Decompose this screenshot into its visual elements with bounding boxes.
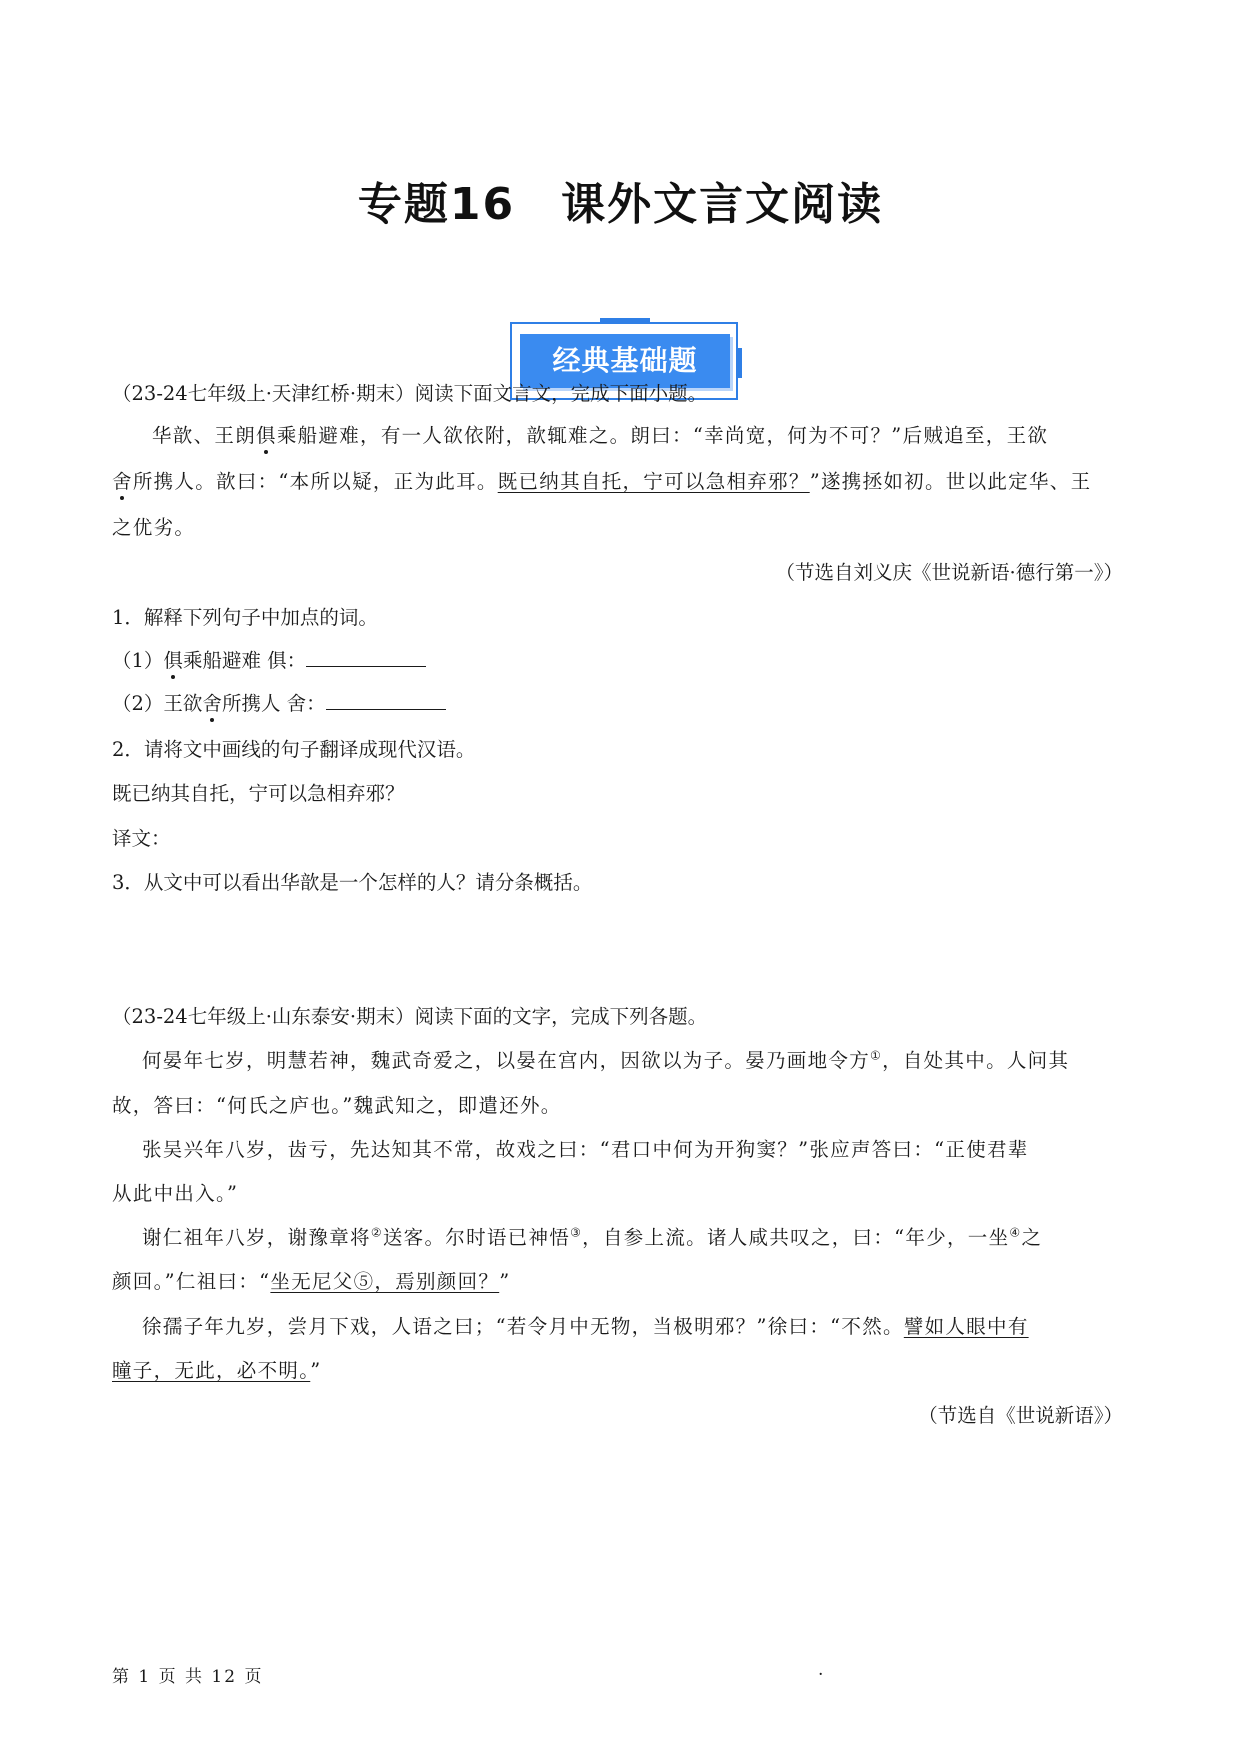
q1-heading: 1．解释下列句子中加点的词。 <box>112 606 378 629</box>
s1-intro: （23-24七年级上·天津红桥·期末）阅读下面文言文，完成下面小题。 <box>112 382 708 405</box>
answer-blank-1[interactable] <box>306 648 426 667</box>
underlined-sentence-2: 坐无尼父⑤，焉别颜回？ <box>270 1270 500 1293</box>
s1-source: （节选自刘义庆《世说新语·德行第一》） <box>775 561 1123 584</box>
q2-sentence: 既已纳其自托，宁可以急相弃邪？ <box>112 782 405 805</box>
s2-passage-line-6: 颜回。”仁祖曰：“坐无尼父⑤，焉别颜回？” <box>112 1270 511 1293</box>
s2-passage-line-8: 瞳子，无此，必不明。” <box>112 1359 322 1382</box>
answer-blank-2[interactable] <box>326 691 446 710</box>
footer-mark: . <box>818 1660 824 1680</box>
s2-passage-line-1: 何晏年七岁，明慧若神，魏武奇爱之，以晏在宫内，因欲以为子。晏乃画地令方①，自处其中。人问其 <box>142 1048 1070 1072</box>
q1-part-2: （2）王欲舍所携人 舍： <box>112 688 446 716</box>
q2-heading: 2．请将文中画线的句子翻译成现代汉语。 <box>112 738 476 761</box>
s2-passage-line-3: 张吴兴年八岁，齿亏，先达知其不常，故戏之曰：“君口中何为开狗窦？”张应声答曰：“正使君辈 <box>142 1138 1029 1161</box>
page-title: 专题16 课外文言文阅读 <box>357 179 884 230</box>
s1-passage-line-1: 华歆、王朗俱乘船避难，有一人欲依附，歆辄难之。朗曰：“幸尚宽，何为不可？”后贼追至，王欲 <box>152 424 1049 447</box>
q3-heading: 3．从文中可以看出华歆是一个怎样的人？请分条概括。 <box>112 871 593 894</box>
s2-passage-line-4: 从此中出入。” <box>112 1182 239 1205</box>
underlined-sentence: 既已纳其自托，宁可以急相弃邪？ <box>497 470 810 493</box>
q2-translation-label: 译文： <box>112 827 171 850</box>
underlined-sentence-3b: 瞳子，无此，必不明。 <box>112 1359 311 1382</box>
s2-passage-line-7: 徐孺子年九岁，尝月下戏，人语之曰；“若令月中无物，当极明邪？”徐曰：“不然。譬如人眼中有 <box>142 1315 1029 1338</box>
s2-passage-line-5: 谢仁祖年八岁，谢豫章将②送客。尔时语已神悟③，自参上流。诸人咸共叹之，曰：“年少，一坐④之 <box>142 1225 1043 1249</box>
dotted-word-ju: 俱 <box>256 424 277 447</box>
s1-passage-line-2: 舍所携人。歆曰：“本所以疑，正为此耳。既已纳其自托，宁可以急相弃邪？”遂携拯如初。世以此定华、王 <box>112 470 1092 493</box>
q1-part-1: （1）俱乘船避难 俱： <box>112 645 426 673</box>
underlined-sentence-3a: 譬如人眼中有 <box>903 1315 1029 1338</box>
dotted-word-she: 舍 <box>112 470 133 493</box>
badge-label: 经典基础题 <box>520 334 730 388</box>
s2-source: （节选自《世说新语》） <box>918 1404 1123 1427</box>
s2-passage-line-2: 故，答曰：“何氏之庐也。”魏武知之，即遣还外。 <box>112 1094 562 1117</box>
s1-passage-line-3: 之优劣。 <box>112 516 196 539</box>
page-footer: 第 1 页 共 12 页 <box>112 1667 264 1687</box>
s2-intro: （23-24七年级上·山东泰安·期末）阅读下面的文字，完成下列各题。 <box>112 1005 708 1028</box>
